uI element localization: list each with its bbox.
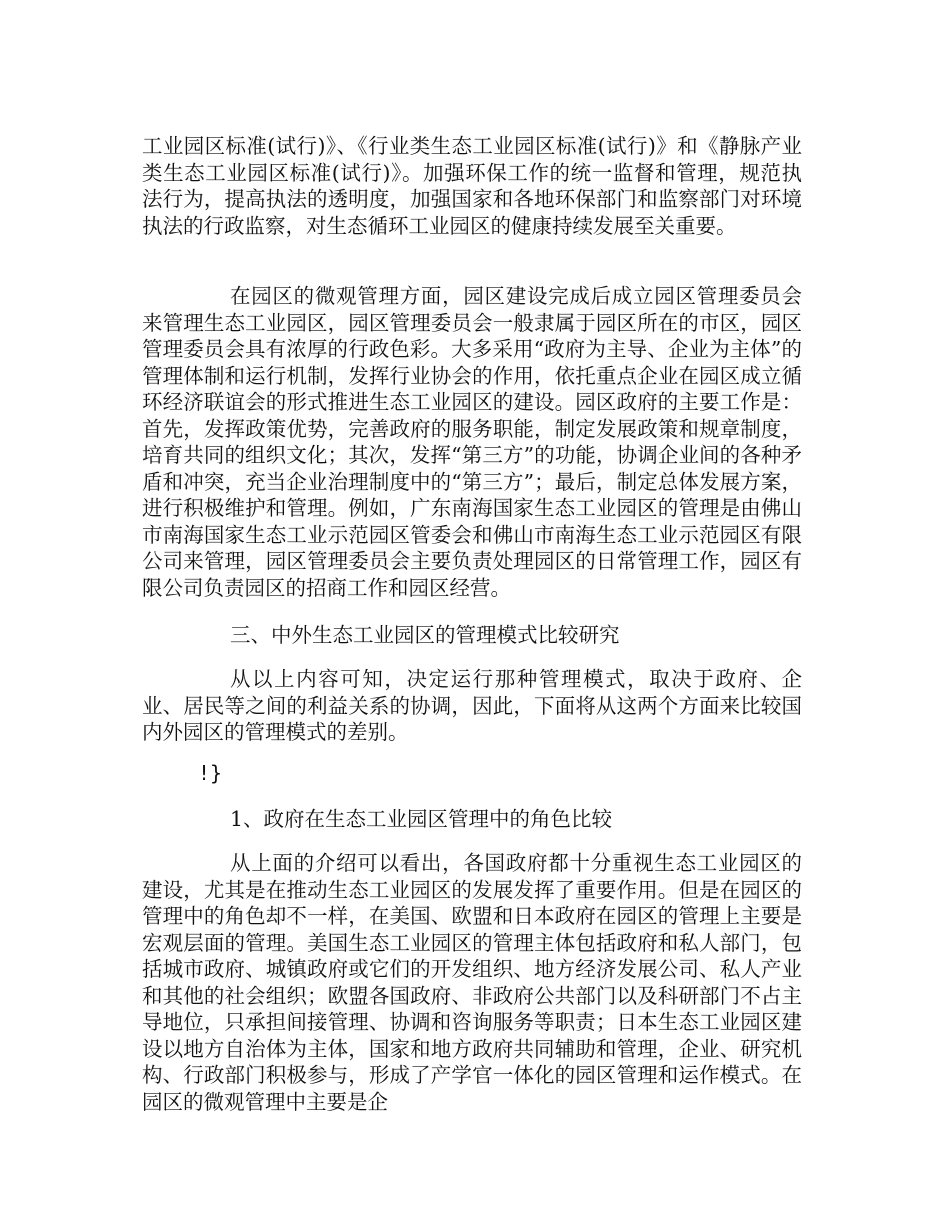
stray-characters: !} xyxy=(198,761,223,785)
paragraph-micro-management: 在园区的微观管理方面，园区建设完成后成立园区管理委员会来管理生态工业园区，园区管理委员会一般隶属于园区所在的市区，园区管理委员会具有浓厚的行政色彩。大多采用“政府为主导、企业为主体”的管理体制和运行机制，发挥行业协会的作用，依托重点企业在园区成立循环经济联谊会的形式推进生态工业园区的建设。园区政府的主要工作是：首先，发挥政策优势，完善政府的服务职能，制定发展政策和规章制度，培育共同的组织文化；其次，发挥“第三方”的功能，协调企业间的各种矛盾和冲突，充当企业治理制度中的“第三方”；最后，制定总体发展方案，进行积极维护和管理。例如，广东南海国家生态工业园区的管理是由佛山市南海国家生态工业示范园区管委会和佛山市南海生态工业示范园区有限公司来管理，园区管理委员会主要负责处理园区的日常管理工作，园区有限公司负责园区的招商工作和园区经营。 xyxy=(142,284,802,600)
paragraph-government-role: 从上面的介绍可以看出，各国政府都十分重视生态工业园区的建设，尤其是在推动生态工业园区的发展发挥了重要作用。但是在园区的管理中的角色却不一样，在美国、欧盟和日本政府在园区的管理上主要是宏观层面的管理。美国生态工业园区的管理主体包括政府和私人部门，包括城市政府、城镇政府或它们的开发组织、地方经济发展公司、私人产业和其他的社会组织；欧盟各国政府、非政府公共部门以及科研部门不占主导地位，只承担间接管理、协调和咨询服务等职责；日本生态工业园区建设以地方自治体为主体，国家和地方政府共同辅助和管理，企业、研究机构、行政部门积极参与，形成了产学官一体化的园区管理和运作模式。在园区的微观管理中主要是企 xyxy=(142,851,802,1114)
paragraph-comparison-intro: 从以上内容可知，决定运行那种管理模式，取决于政府、企业、居民等之间的利益关系的协调，因此，下面将从这两个方面来比较国内外园区的管理模式的差别。 xyxy=(142,667,802,744)
paragraph-eco-park-standards: 工业园区标准(试行)》、《行业类生态工业园区标准(试行)》和《静脉产业类生态工业园区标准(试行)》。加强环保工作的统一监督和管理，规范执法行为，提高执法的透明度，加强国家和各地环保部门和监察部门对环境执法的行政监察，对生态循环工业园区的健康持续发展至关重要。 xyxy=(142,134,802,238)
section-heading-comparison: 三、中外生态工业园区的管理模式比较研究 xyxy=(230,623,620,647)
subsection-heading-government-role: 1、政府在生态工业园区管理中的角色比较 xyxy=(230,807,613,831)
